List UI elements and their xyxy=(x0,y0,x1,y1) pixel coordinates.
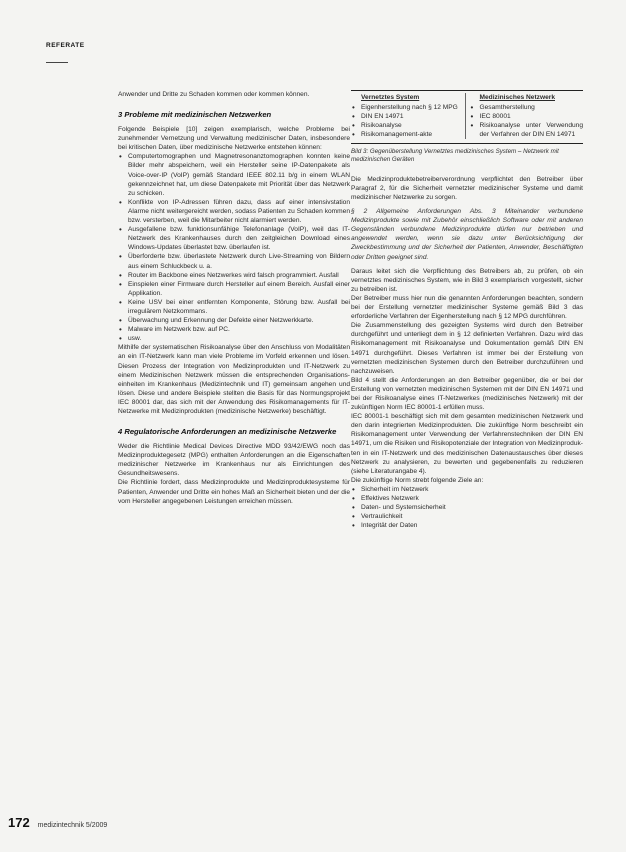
list-item: • usw. xyxy=(118,334,350,343)
header-rule xyxy=(46,62,68,63)
figure-caption: Bild 3: Gegenüberstellung Vernetztes medizinisches System – Netzwerk mit medizinischen Geräten xyxy=(351,148,559,164)
list-item: • Computertomographen und Magnetresonanztomographen konnten keine Bilder mehr abspeichern, weil ein Hersteller seine IP-Datenpakete als Voice-over-IP (VoIP) gemäß Standard IEEE 802.11 b/g in einem WLAN gekennzeichnet hat, um diese Datenpakete mit Priorität über das Netzwerk zu schicken. xyxy=(118,152,350,197)
paragraph: Die Zusammenstellung des gezeigten Systems wird durch den Betreiber durchgeführt und unterliegt dem in § 12 definierten Verfahren. Dazu wird das Risikomanagement mit Risikoanalyse und Dokumentation gemäß DIN EN 14971 durchgeführt. Dieses Verfahren ist immer bei der Erstellung von vernetzten medizinischen Systemen durch den Betreiber durchzuführen und nachzuweisen. xyxy=(351,322,583,375)
intro-paragraph: Anwender und Dritte zu Schaden kommen oder kommen können. xyxy=(118,91,310,98)
box-column-vernetztes-system xyxy=(351,93,465,139)
box-item: • DIN EN 14971 xyxy=(351,112,465,121)
list-item: • Router im Backbone eines Netzwerkes wird falsch programmiert. Ausfall xyxy=(118,271,350,280)
section-label: REFERATE xyxy=(46,42,85,49)
section-4-body-2: Die Richtlinie fordert, dass Medizinprodukte und Medizinproduktesysteme für Patienten, Anwender und Dritte ein hohes Maß an Sicherheit bieten und der die vom Hersteller angegebenen Leistungen erreichen müssen. xyxy=(118,479,350,505)
box-item: • IEC 80001 xyxy=(470,112,584,121)
section-4-title: 4 Regulatorische Anforderungen an medizinische Netzwerke xyxy=(118,427,337,437)
section-4-body-1: Weder die Richtlinie Medical Devices Directive MDD 93/42/EWG noch das Medizinproduktegesetz (MPG) enthalten Anforderungen an die Eigenschaften medizinischer Netzwerke im Krankenhaus nur als Einrichtungen des Gesundheitswesens. xyxy=(118,443,350,478)
section-3-title: 3 Probleme mit medizinischen Netzwerken xyxy=(118,110,272,120)
paragraph: IEC 80001-1 beschäftigt sich mit dem gesamten medizinischen Netzwerk und den darin integrierten Medizinprodukten. Die zukünftige Norm beschreibt ein Risikomanagement unter Verwendung der Verfahrenstechniken der DIN EN 14971, um die Risiken und Risikopotenziale der Integration von Medizinprodukten in ein IT-Netzwerk und des medizinischen Datenaustausches über dieses Netzwerk zu analysieren, zu bewerten und gegebenenfalls zu reduzieren (siehe Literaturangabe 4). xyxy=(351,413,583,475)
left-column xyxy=(118,90,350,506)
goals-list xyxy=(351,485,583,530)
page-footer xyxy=(8,815,107,830)
comparison-box xyxy=(351,90,583,144)
box-heading: Medizinisches Netzwerk xyxy=(479,94,555,101)
list-item: • Einspielen einer Firmware durch Hersteller auf einem Bereich. Ausfall einer Applikation. xyxy=(118,280,350,298)
list-item: • Keine USV bei einer entfernten Komponente, Störung bzw. Ausfall bei irregulärem Netzkommans. xyxy=(118,298,350,316)
section-3-body: Mithilfe der systematischen Risikoanalyse über den Anschluss von Modalitäten an ein IT-Netzwerk kann man viele Probleme im Vorfeld erkennen und lösen. Diesen Prozess der Integration von Medizinprodukten und IT-Netzwerk zu einem Medizinischen Netzwerk müssen die entsprechenden Organisationseinheiten im Krankenhaus (Medizintechnik und IT) gemeinsam angehen und lösen. Diese und andere Beispiele stellten die Basis für das Normungsprojekt IEC 80001 dar, das sich mit der Anwendung des Risikomanagements für IT-Netzwerke mit Medizinprodukten (medizinische Netzwerke) beschäftigt. xyxy=(118,344,350,415)
list-item: • Ausgefallene bzw. funktionsunfähige Telefonanlage (VoIP), weil das IT-Netzwerk des Krankenhauses durch den zeitgleichen Download eines Windows-Updates überlastet bzw. überlaufen ist. xyxy=(118,225,350,252)
paragraph: Die zukünftige Norm strebt folgende Ziele an: xyxy=(351,476,484,484)
page-number: 172 xyxy=(8,815,30,830)
box-column-medizinisches-netzwerk xyxy=(465,93,584,139)
list-item: • Effektives Netzwerk xyxy=(351,494,583,503)
box-item: • Risikoanalyse xyxy=(351,121,465,130)
list-item: • Vertraulichkeit xyxy=(351,512,583,521)
box-item: • Risikoanalyse unter Verwendung der Verfahren der DIN EN 14971 xyxy=(470,121,584,139)
box-item: • Eigenherstellung nach § 12 MPG xyxy=(351,103,465,112)
list-item: • Überwachung und Erkennung der Defekte einer Netzwerkkarte. xyxy=(118,316,350,325)
list-item: • Malware im Netzwerk bzw. auf PC. xyxy=(118,325,350,334)
paragraph: Der Betreiber muss hier nun die genannten Anforderungen beachten, sondern bei der Erstellung vernetzter medizinischer Systeme gemäß Bild 3 das erforderliche Verfahren der Eigenherstellung nach § 12 MPG durchführen. xyxy=(351,294,583,321)
right-column xyxy=(351,90,583,530)
paragraph: Daraus leitet sich die Verpflichtung des Betreibers ab, zu prüfen, ob ein vernetztes medizinisches System, wie in Bild 3 exemplarisch vorgestellt, sicher zu betreiben ist. xyxy=(351,267,583,293)
legal-quote: § 2 Allgemeine Anforderungen Abs. 3 Miteinander verbundene Medizinprodukte sowie mit Zubehör einschließlich Software oder mit anderen Gegenständen verbundene Medizinprodukte dürfen nur betrieben und angewendet werden, wenn sie dazu unter Berücksichtigung der Zweckbestimmung und der Sicherheit der Patienten, Anwender, Beschäftigten oder Dritten geeignet sind. xyxy=(351,208,583,261)
list-item: • Daten- und Systemsicherheit xyxy=(351,503,583,512)
box-item: • Risikomanagement-akte xyxy=(351,130,465,139)
list-item: • Überforderte bzw. überlastete Netzwerk durch Live-Streaming von Bildern aus einem Schluckbeck u. a. xyxy=(118,252,350,270)
paragraph: Bild 4 stellt die Anforderungen an den Betreiber gegenüber, die er bei der Erstellung von vernetzten medizinischen Systemen mit der DIN EN 14971 und bei der Risikoanalyse eines IT-Netzwerkes (medizinisches Netzwerk) mit der zukünftigen Norm IEC 80001-1 erfüllen muss. xyxy=(351,376,583,412)
box-heading: Vernetztes System xyxy=(361,94,420,101)
section-3-intro: Folgende Beispiele [10] zeigen exemplarisch, welche Probleme bei zunehmender Vernetzung und Verwaltung medizinischer Daten, insbesondere bei kritischen Daten, über medizinische Netzwerke entstehen können: xyxy=(118,126,350,152)
journal-name: medizintechnik 5/2009 xyxy=(37,822,108,829)
problem-list xyxy=(118,152,350,343)
paragraph: Die Medizinproduktebetreiberverordnung verpflichtet den Betreiber über Paragraf 2, für die Sicherheit vernetzter medizinischer Systeme und damit medizinischer Netzwerke zu sorgen. xyxy=(351,175,583,201)
box-item: • Gesamtherstellung xyxy=(470,103,584,112)
list-item: • Konflikte von IP-Adressen führen dazu, dass auf einer intensivstation Alarme nicht weitergereicht werden, sodass Patienten zu Schaden kommen bzw. versterben, weil die Mitarbeiter nicht alarmiert werden. xyxy=(118,198,350,225)
list-item: • Integrität der Daten xyxy=(351,521,583,530)
list-item: • Sicherheit im Netzwerk xyxy=(351,485,583,494)
